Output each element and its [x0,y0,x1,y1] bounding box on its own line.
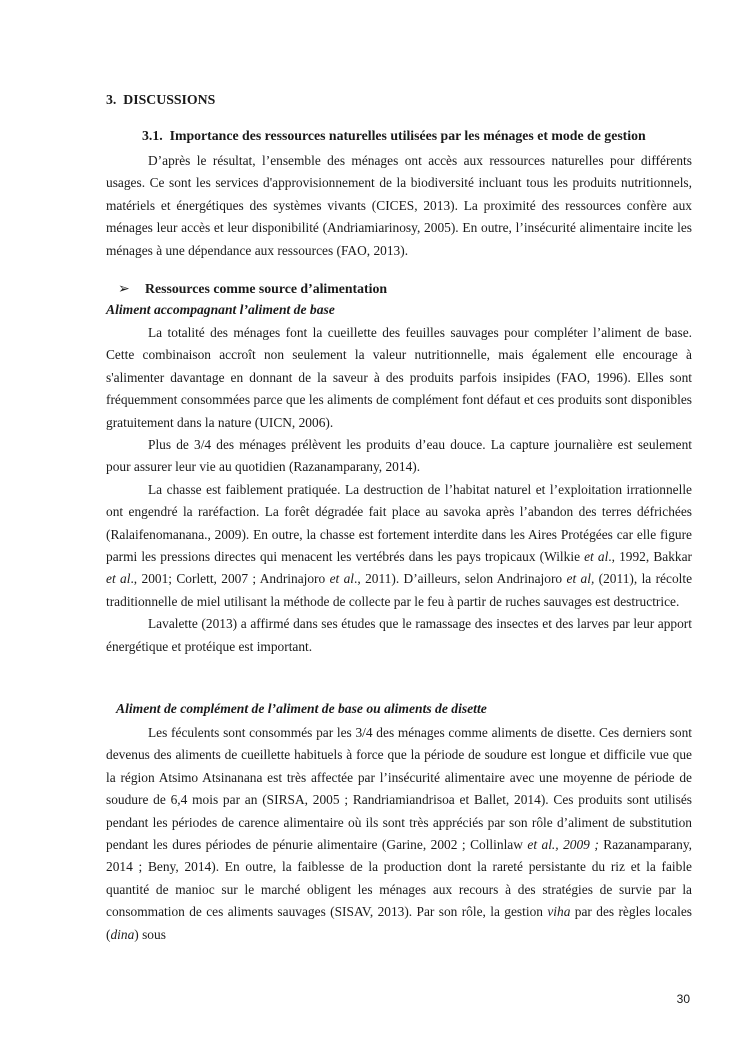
subheading-base-food: Aliment accompagnant l’aliment de base [106,302,335,317]
arrow-bullet-icon: ➢ [118,281,130,296]
italic-run: viha [547,904,571,920]
text-run: ., 1992, Bakkar [608,549,692,565]
subheading-famine-food: Aliment de complément de l’aliment de base ou aliments de disette [116,701,487,716]
paragraph-hunting [106,479,692,613]
subsection-number: 3.1. [142,128,163,143]
italic-run: et al [584,549,609,565]
bullet-heading-text: Ressources comme source d’alimentation [145,281,388,296]
paragraph-freshwater: Plus de 3/4 des ménages prélèvent les produits d’eau douce. La capture journalière est seulement pour assurer leur vie au quotidien (Razanamparany, 2014). [106,437,692,475]
italic-run: et al [329,571,355,587]
section-title: DISCUSSIONS [123,92,216,107]
text-run: ., 2011). D’ailleurs, selon Andrinajoro [354,571,567,587]
italic-run: et al., 2009 ; [527,837,599,853]
paragraph-wild-leaves: La totalité des ménages font la cueillette des feuilles sauvages pour compléter l’aliment de base. Cette combinaison accroît non seulement la valeur nutritionnelle, mais également elle encourage à s'alimenter davantage en donnant de la saveur à des produits parfois insipides (FAO, 1996). Elles sont fréquemment consommées parce que les aliments de complément font défaut et ces produits sont disponibles gratuitement dans la nature (UICN, 2006). [106,325,692,430]
section-number: 3. [106,92,117,107]
italic-run: dina [110,926,135,942]
base-food-section [106,322,692,658]
subsection-title: Importance des ressources naturelles utilisées par les ménages et mode de gestion [169,128,646,143]
paragraph-starchy-foods [106,722,692,946]
text-run: (2011), la récolte traditionnelle de miel utilisant la méthode de collecte par le feu à partir de ruches sauvages est destructrice. [106,571,693,609]
intro-paragraph: D’après le résultat, l’ensemble des ménages ont accès aux ressources naturelles pour différents usages. Ce sont les services d'approvisionnement de la biodiversité incluant tous les produits nutritionnels, matériels et énergétiques des systèmes vivants (CICES, 2013). La proximité des ressources confère aux ménages leur accès et leur disponibilité (Andriamiarinosy, 2005). En outre, l’insécurité alimentaire incite les ménages à une dépendance aux ressources (FAO, 2013). [106,153,692,258]
text-run: ., 2001; Corlett, 2007 ; Andrinajoro [130,571,330,587]
text-run: La chasse est faiblement pratiquée. La destruction de l’habitat naturel et l’exploitation irrationnelle ont engendré la raréfaction. La forêt dégradée fait place au savoka après l’abandon des terres défrichées (Ralaifenomanana., 2009). En outre, la chasse est fortement interdite dans les Aires Protégées car elle figure parmi les pressions directes qui menacent les vertébrés dans les pays tropicaux (Wilkie [106,481,692,565]
italic-run: et al, [566,571,595,587]
text-run: par des règles locales ( [106,904,692,942]
subsection-heading [142,128,702,144]
paragraph-insects: Lavalette (2013) a affirmé dans ses études que le ramassage des insectes et des larves par leur apport énergétique et protéique est important. [106,616,692,654]
italic-run: et al [106,571,131,587]
section-heading [106,92,692,108]
bullet-heading [118,281,704,297]
text-run: Les féculents sont consommés par les 3/4 des ménages comme aliments de disette. Ces derniers sont devenus des aliments de cueillette habituels à force que la période de soudure est longue et difficile vue que la région Atsimo Atsinanana est très affectée par l’insécurité alimentaire avec une moyenne de période de soudure de 6,4 mois par an (SIRSA, 2005 ; Randriamiandrisoa et Ballet, 2014). Ces produits sont utilisés pendant les périodes de carence alimentaire où ils sont très appréciés par son rôle d’aliment de substitution pendant les dures périodes de pénurie alimentaire (Garine, 2002 ; Collinlaw [106,725,692,853]
text-run: Razanamparany, 2014 ; Beny, 2014). En outre, la faiblesse de la production dont la rareté persistante du riz et la faible quantité de manioc sur le marché obligent les ménages aux recours à des stratégies de survie par la consommation de ces aliments sauvages (SISAV, 2013). Par son rôle, la gestion [106,837,693,920]
text-run: ) sous [134,926,166,942]
page-number: 30 [676,992,690,1006]
